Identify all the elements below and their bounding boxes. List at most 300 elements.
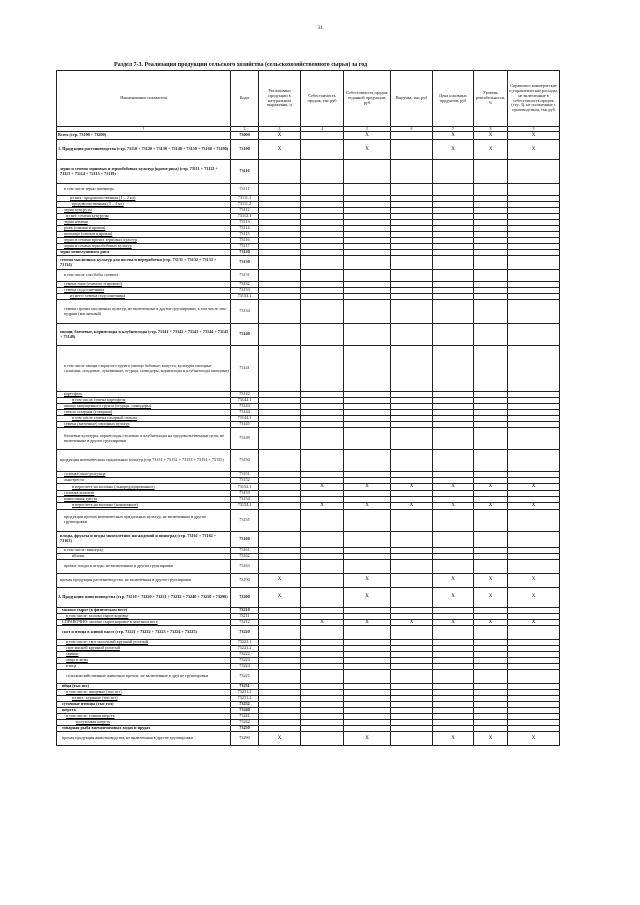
indicator-name: в том числе семена картофеля <box>57 398 231 404</box>
page-number: 31 <box>317 26 323 31</box>
indicator-name: продукция прочих непеневесных прядильных культур, не включенные в другие группировки <box>57 509 231 531</box>
x-mark-cell: X <box>474 140 508 160</box>
value-cell <box>391 132 433 140</box>
value-cell <box>301 270 344 282</box>
indicator-name: семена прочих масличных культур, не включенные в другие группировки, в том числе лен-кудряш (масличный) <box>57 300 231 324</box>
indicator-name: из них: продовольственная (1 – 2 кл) <box>57 196 231 202</box>
row-code: 73142 <box>231 392 259 398</box>
value-cell <box>391 140 433 160</box>
column-number: 6 <box>391 127 433 132</box>
x-mark-cell: X <box>344 502 391 509</box>
x-mark-cell: X <box>301 484 344 491</box>
indicator-name: сельскохозяйственные животные прочие, не включенные в другие группировки <box>57 670 231 684</box>
value-cell <box>344 300 391 324</box>
x-mark-cell: X <box>259 132 301 140</box>
value-cell <box>259 619 301 626</box>
indicator-name: товарная рыба внеманчиховых водах и прудах <box>57 726 231 732</box>
x-mark-cell: X <box>391 484 433 491</box>
value-cell <box>391 670 433 684</box>
value-cell <box>301 428 344 450</box>
value-cell <box>474 160 508 184</box>
x-mark-cell: X <box>344 587 391 607</box>
column-number: 7 <box>433 127 474 132</box>
value-cell <box>259 428 301 450</box>
row-code: 73111.2 <box>231 202 259 208</box>
value-cell <box>474 509 508 531</box>
column-number: 3 <box>259 127 301 132</box>
value-cell <box>433 270 474 282</box>
table-row <box>57 428 560 450</box>
indicator-name: скот мясной крупный рогатый <box>57 646 231 652</box>
row-code: 73115 <box>231 232 259 238</box>
table-row <box>57 270 560 282</box>
x-mark-cell: X <box>391 502 433 509</box>
value-cell <box>508 300 560 324</box>
value-cell <box>433 346 474 392</box>
indicator-name: зерно ячменя <box>57 220 231 226</box>
header-cell: Реализовано продукции в натуральном выражении, ц <box>259 71 301 127</box>
value-cell <box>433 300 474 324</box>
table-row <box>57 346 560 392</box>
indicator-name: зерно кукурузы <box>57 208 231 214</box>
x-mark-cell: X <box>301 502 344 509</box>
value-cell <box>301 531 344 547</box>
indicator-name: в том числе: тонкая шерсть <box>57 714 231 720</box>
indicator-name: овощи защищенного грунта (огурцы, помидоры) <box>57 404 231 410</box>
row-code: 73140 <box>231 324 259 346</box>
row-code: 73155 <box>231 509 259 531</box>
indicator-name: в том числе: пищевые (тыс шт) <box>57 690 231 696</box>
column-number: 1 <box>57 127 231 132</box>
indicator-name: суточные птенцы (тыс гол) <box>57 702 231 708</box>
value-cell <box>301 184 344 196</box>
indicator-name: Всего (стр. 73100 + 73200) <box>57 132 231 140</box>
indicator-name: конопляная треста <box>57 496 231 502</box>
indicator-name: овцы и козы <box>57 658 231 664</box>
column-number: 8 <box>474 127 508 132</box>
value-cell <box>474 428 508 450</box>
table-row <box>57 160 560 184</box>
x-mark-cell: X <box>259 732 301 746</box>
header-cell: Выручка, тыс.руб <box>391 71 433 127</box>
value-cell <box>259 484 301 491</box>
value-cell <box>433 509 474 531</box>
value-cell <box>344 324 391 346</box>
x-mark-cell: X <box>474 484 508 491</box>
indicator-name: льнотреста <box>57 478 231 484</box>
row-code: 73211 <box>231 613 259 619</box>
value-cell <box>508 531 560 547</box>
value-cell <box>474 626 508 640</box>
row-code: 73111.1 <box>231 196 259 202</box>
row-code: 73200 <box>231 587 259 607</box>
table-row <box>57 324 560 346</box>
row-code: 73231.1 <box>231 690 259 696</box>
value-cell <box>259 450 301 472</box>
x-mark-cell: X <box>474 619 508 626</box>
value-cell <box>391 346 433 392</box>
value-cell <box>474 450 508 472</box>
value-cell <box>508 670 560 684</box>
indicator-name: яблоки <box>57 553 231 559</box>
row-code: 73190 <box>231 573 259 587</box>
table-row <box>57 626 560 640</box>
row-code: 73130 <box>231 256 259 270</box>
section-title: Раздел 7-3. Реализация продукции сельского хозяйства (сельскохозяйственного сырья) за год <box>114 62 368 68</box>
x-mark-cell: X <box>433 132 474 140</box>
row-code: 73222 <box>231 652 259 658</box>
row-code: 73112 <box>231 208 259 214</box>
value-cell <box>344 346 391 392</box>
value-cell <box>508 428 560 450</box>
indicator-name: семена масличных культур для посева и переработки (стр. 73131 + 73132 + 73133 + 73134) <box>57 256 231 270</box>
x-mark-cell: X <box>508 502 560 509</box>
value-cell <box>301 509 344 531</box>
value-cell <box>433 256 474 270</box>
value-cell <box>344 626 391 640</box>
table-row <box>57 184 560 196</box>
table-row <box>57 587 560 607</box>
indicator-name: из него: семена подсолнечника <box>57 294 231 300</box>
x-mark-cell: X <box>344 132 391 140</box>
value-cell <box>301 346 344 392</box>
value-cell <box>391 626 433 640</box>
table-row <box>57 573 560 587</box>
indicator-name: прочая продукция животноводства, не включенная в другие группировки <box>57 732 231 746</box>
value-cell <box>433 428 474 450</box>
row-code: 73225 <box>231 670 259 684</box>
table-row <box>57 256 560 270</box>
value-cell <box>301 587 344 607</box>
value-cell <box>301 626 344 640</box>
x-mark-cell: X <box>508 732 560 746</box>
x-mark-cell: X <box>344 573 391 587</box>
row-code: 73231.2 <box>231 696 259 702</box>
value-cell <box>474 270 508 282</box>
indicator-name: свиньи <box>57 652 231 658</box>
row-code: 73000 <box>231 132 259 140</box>
row-code: 73242 <box>231 720 259 726</box>
row-code: 73145 <box>231 422 259 428</box>
row-code: 73221.1 <box>231 640 259 646</box>
value-cell <box>391 573 433 587</box>
value-cell <box>344 256 391 270</box>
indicator-name: рожь (озимая и яровая) <box>57 226 231 232</box>
value-cell <box>259 626 301 640</box>
indicator-name: в том числе: молоко сырое коровье <box>57 613 231 619</box>
value-cell <box>259 184 301 196</box>
value-cell <box>344 450 391 472</box>
indicator-name: из нег. семена кукурузы <box>57 214 231 220</box>
value-cell <box>344 184 391 196</box>
value-cell <box>259 509 301 531</box>
header-cell: Себестоимость продаж, тыс.руб <box>301 71 344 127</box>
row-code: 73153 <box>231 490 259 496</box>
indicator-name: 1. Продукция растениеводства (стр. 73110 + 73120 + 73130 + 73140 + 73150 + 73160 + 73190) <box>57 140 231 160</box>
value-cell <box>301 140 344 160</box>
value-cell <box>301 132 344 140</box>
row-code: 73152 <box>231 478 259 484</box>
row-code: 73133.1 <box>231 294 259 300</box>
x-mark-cell: X <box>259 573 301 587</box>
x-mark-cell: X <box>508 587 560 607</box>
table-row <box>57 300 560 324</box>
row-code: 73161 <box>231 547 259 553</box>
sales-table <box>56 70 560 746</box>
value-cell <box>259 256 301 270</box>
value-cell <box>391 450 433 472</box>
row-code: 73150 <box>231 450 259 472</box>
x-mark-cell: X <box>474 132 508 140</box>
indicator-name: соломка льна-долгунца <box>57 472 231 478</box>
header-row <box>57 71 560 127</box>
row-code: 73221.2 <box>231 646 259 652</box>
x-mark-cell: X <box>433 484 474 491</box>
row-code: 73132 <box>231 282 259 288</box>
value-cell <box>391 587 433 607</box>
indicator-name: яйца (тыс шт) <box>57 684 231 690</box>
value-cell <box>508 346 560 392</box>
row-code: 73116 <box>231 238 259 244</box>
header-cell: Уровень рентабельности, % <box>474 71 508 127</box>
row-code: 73154 <box>231 496 259 502</box>
value-cell <box>508 450 560 472</box>
indicator-name: семена подсолнечника <box>57 288 231 294</box>
indicator-name: соломка конопли <box>57 490 231 496</box>
x-mark-cell: X <box>433 732 474 746</box>
row-code: 73111 <box>231 184 259 196</box>
row-code: 73112.1 <box>231 214 259 220</box>
table-row <box>57 132 560 140</box>
value-cell <box>259 346 301 392</box>
indicator-name: в пересчете на волокно (льноредуцированное) <box>57 484 231 491</box>
indicator-name: бахчевые культуры, корнеплоды столовые и клубнеплоды на продовольственные цели, не включенные в другие группировки <box>57 428 231 450</box>
value-cell <box>391 160 433 184</box>
value-cell <box>391 509 433 531</box>
indicator-name: зерно нешелушеного риса <box>57 250 231 256</box>
indicator-name: скот и птица в живой массе (стр. 73221 + 73222 + 73223 + 73224 + 73225) <box>57 626 231 640</box>
value-cell <box>474 670 508 684</box>
value-cell <box>344 559 391 573</box>
value-cell <box>391 559 433 573</box>
x-mark-cell: X <box>433 619 474 626</box>
header-cell: Себестоимость продаж отданной продукции, руб <box>344 71 391 127</box>
value-cell <box>259 160 301 184</box>
row-code: 73210 <box>231 607 259 613</box>
value-cell <box>391 184 433 196</box>
row-code: 73142.1 <box>231 398 259 404</box>
value-cell <box>433 626 474 640</box>
x-mark-cell: X <box>433 140 474 160</box>
value-cell <box>508 184 560 196</box>
indicator-name: в том числе зерно пшеницы <box>57 184 231 196</box>
value-cell <box>301 732 344 746</box>
value-cell <box>474 300 508 324</box>
row-code: 73224 <box>231 664 259 670</box>
indicator-name: семена льна (озимого и ярового) <box>57 282 231 288</box>
indicator-name: в том числе: виноград <box>57 547 231 553</box>
indicator-name: СПРАВОЧНО: молоко сырое коровье в зачетном весе <box>57 619 231 626</box>
header-cell: Справочно: коммерческие и управленческие расходы, не включенные в себестоимость продаж (стр. 3), не оплаченные с производством, тыс.руб <box>508 71 560 127</box>
table-row <box>57 509 560 531</box>
indicator-name: птица <box>57 664 231 670</box>
value-cell <box>474 559 508 573</box>
value-cell <box>474 531 508 547</box>
row-code: 73131 <box>231 270 259 282</box>
row-code: 73149 <box>231 428 259 450</box>
table-body <box>57 132 560 746</box>
value-cell <box>508 324 560 346</box>
x-mark-cell: X <box>433 502 474 509</box>
x-mark-cell: X <box>508 573 560 587</box>
value-cell <box>344 509 391 531</box>
header-cell: Наименование показателя <box>57 71 231 127</box>
value-cell <box>508 509 560 531</box>
value-cell <box>391 732 433 746</box>
x-mark-cell: X <box>508 484 560 491</box>
table-row <box>57 619 560 626</box>
value-cell <box>391 531 433 547</box>
value-cell <box>344 428 391 450</box>
table-row <box>57 670 560 684</box>
column-number: 2 <box>231 127 259 132</box>
table-row <box>57 531 560 547</box>
value-cell <box>474 184 508 196</box>
table-row <box>57 559 560 573</box>
column-number: 5 <box>344 127 391 132</box>
row-code: 73141 <box>231 346 259 392</box>
indicator-name: в пересчете на волокно (конопляное) <box>57 502 231 509</box>
indicator-name: овощи, бахчевые, корнеплоды и клубнеплоды (стр. 73141 + 73142 + 73143 + 73144 + 73145 + 73149) <box>57 324 231 346</box>
table-row <box>57 502 560 509</box>
value-cell <box>344 270 391 282</box>
x-mark-cell: X <box>259 140 301 160</box>
x-mark-cell: X <box>344 732 391 746</box>
value-cell <box>391 270 433 282</box>
value-cell <box>391 324 433 346</box>
indicator-name: прочая продукция растениеводства, не включенная в другие группировки <box>57 573 231 587</box>
row-code: 73240 <box>231 708 259 714</box>
value-cell <box>433 450 474 472</box>
column-number: 4 <box>301 127 344 132</box>
indicator-name: 2. Продукция животноводства (стр. 73210 + 73220 + 73231 + 73232 + 73240 + 73250 + 73290) <box>57 587 231 607</box>
value-cell <box>508 626 560 640</box>
value-cell <box>301 256 344 270</box>
x-mark-cell: X <box>391 619 433 626</box>
value-cell <box>433 670 474 684</box>
value-cell <box>301 300 344 324</box>
row-code: 73134 <box>231 300 259 324</box>
indicator-name: картофель <box>57 392 231 398</box>
indicator-name: в том числе овощи открытого грунта (овощи бобовые, капуста, культуры овощные салатные, плодовые, луковичные, огурцы, помидоры, корнеплоды и клубнеплоды овощные) <box>57 346 231 392</box>
row-code: 73160 <box>231 531 259 547</box>
value-cell <box>259 559 301 573</box>
x-mark-cell: X <box>433 573 474 587</box>
row-code: 73113 <box>231 220 259 226</box>
value-cell <box>301 573 344 587</box>
value-cell <box>508 559 560 573</box>
row-code: 73151 <box>231 472 259 478</box>
value-cell <box>508 160 560 184</box>
indicator-name: полутонкая шерсть <box>57 720 231 726</box>
x-mark-cell: X <box>508 132 560 140</box>
row-code: 73223 <box>231 658 259 664</box>
row-code: 73100 <box>231 140 259 160</box>
indicator-name: прочие плоды и ягоды, не включенные в другие группировки <box>57 559 231 573</box>
value-cell <box>344 531 391 547</box>
row-code: 73117 <box>231 244 259 250</box>
header-cell: Коды <box>231 71 259 127</box>
x-mark-cell: X <box>474 573 508 587</box>
value-cell <box>474 324 508 346</box>
row-code: 73120 <box>231 250 259 256</box>
value-cell <box>301 670 344 684</box>
value-cell <box>259 270 301 282</box>
row-code: 73144 <box>231 410 259 416</box>
row-code: 73152.1 <box>231 484 259 491</box>
row-code: 73133 <box>231 288 259 294</box>
indicator-name: молоко сырое (в физическом весе) <box>57 607 231 613</box>
table-row <box>57 732 560 746</box>
indicator-name: зерно и семена прочих зерновых культур <box>57 238 231 244</box>
row-code: 73143 <box>231 404 259 410</box>
x-mark-cell: X <box>474 502 508 509</box>
indicator-name: в том числе: скот молочный крупный рогатый <box>57 640 231 646</box>
row-code: 73231 <box>231 684 259 690</box>
value-cell <box>433 184 474 196</box>
column-number: 9 <box>508 127 560 132</box>
value-cell <box>344 160 391 184</box>
value-cell <box>433 160 474 184</box>
x-mark-cell: X <box>344 484 391 491</box>
indicator-name: пшеница (озимая и яровая) <box>57 232 231 238</box>
x-mark-cell: X <box>433 587 474 607</box>
value-cell <box>391 256 433 270</box>
x-mark-cell: X <box>508 140 560 160</box>
indicator-name: из них: куриные (тыс шт) <box>57 696 231 702</box>
value-cell <box>301 450 344 472</box>
value-cell <box>301 324 344 346</box>
x-mark-cell: X <box>301 619 344 626</box>
value-cell <box>433 531 474 547</box>
row-code: 73212 <box>231 619 259 626</box>
x-mark-cell: X <box>474 587 508 607</box>
table-row <box>57 140 560 160</box>
table-row <box>57 484 560 491</box>
indicator-name: плоды, фрукты и ягоды многолетних насаждений и виноград (стр. 73161 + 73162 + 73163) <box>57 531 231 547</box>
value-cell <box>391 428 433 450</box>
indicator-name: семена (маточные) овощных культур <box>57 422 231 428</box>
row-code: 73144.1 <box>231 416 259 422</box>
x-mark-cell: X <box>344 619 391 626</box>
row-code: 73232 <box>231 702 259 708</box>
value-cell <box>259 531 301 547</box>
value-cell <box>433 559 474 573</box>
row-code: 73162 <box>231 553 259 559</box>
row-code: 73154.1 <box>231 502 259 509</box>
x-mark-cell: X <box>259 587 301 607</box>
indicator-name: в том числе семена сахарной свеклы <box>57 416 231 422</box>
indicator-name: продукция непеневесных прядильных культур (стр 73151 + 73152 + 73153 + 73154 + 73155) <box>57 450 231 472</box>
value-cell <box>391 300 433 324</box>
indicator-name: шерсть <box>57 708 231 714</box>
indicator-name: продовольственная (3 – 4 кл) <box>57 202 231 208</box>
row-code: 73110 <box>231 160 259 184</box>
row-code: 73290 <box>231 732 259 746</box>
x-mark-cell: X <box>344 140 391 160</box>
row-code: 73241 <box>231 714 259 720</box>
row-code: 73250 <box>231 726 259 732</box>
